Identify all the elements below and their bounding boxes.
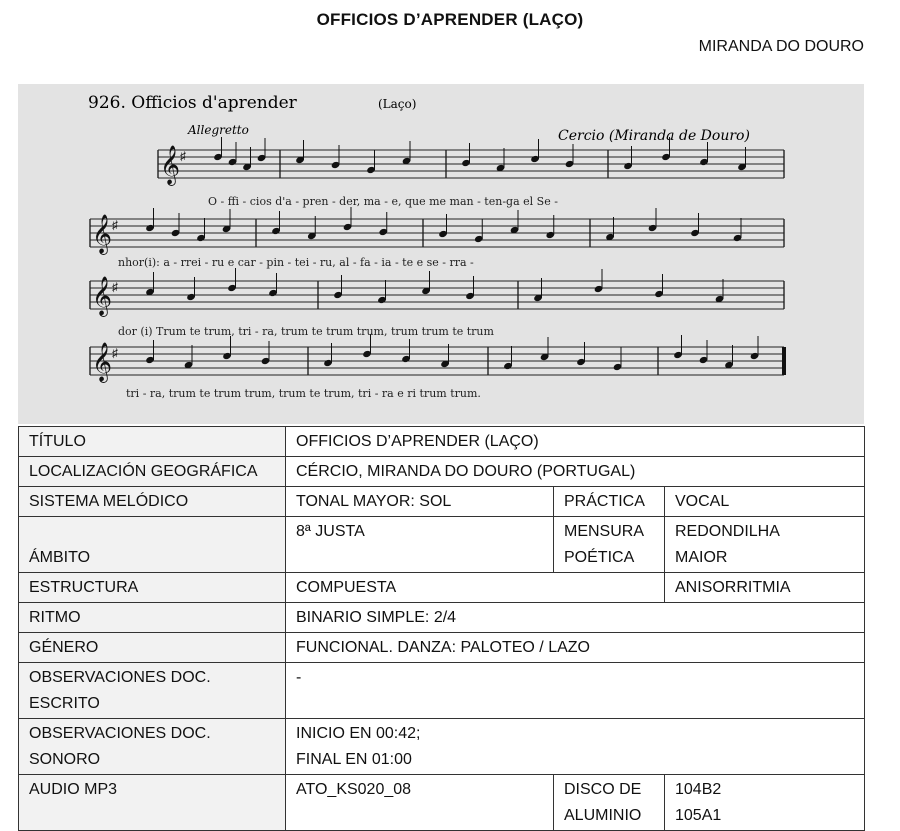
lyrics-line-1: O - ffi - cios d'a - pren - der, ma - e, que me man - ten-ga el Se - [208,195,558,208]
practica-label: PRÁCTICA [554,487,665,517]
row-titulo [19,427,865,457]
mensura-label-line-2: POÉTICA [564,549,635,566]
estructura-extra: ANISORRITMIA [665,573,865,603]
localizacion-value: CÉRCIO, MIRANDA DO DOURO (PORTUGAL) [286,457,865,487]
mensura-value-line-1: REDONDILHA [675,523,780,540]
ritmo-value: BINARIO SIMPLE: 2/4 [286,603,865,633]
ambito-label: ÁMBITO [19,517,286,573]
lyrics-line-2: nhor(i): a - rrei - ru e car - pin - tei - ru, al - fa - ia - te e se - rra - [118,256,474,269]
score-heading: 926. Officios d'aprender [88,93,297,113]
sistema-value: TONAL MAYOR: SOL [286,487,554,517]
obs-sonoro-value-line-1: INICIO EN 00:42; [296,725,421,742]
titulo-value: OFFICIOS D’APRENDER (LAÇO) [286,427,865,457]
estructura-label: ESTRUCTURA [19,573,286,603]
row-obs-escrito [19,663,865,719]
document-title: OFFICIOS D’APRENDER (LAÇO) [316,10,584,29]
row-audio [19,775,865,831]
row-ritmo [19,603,865,633]
mensura-value [665,517,865,573]
obs-sonoro-value-line-2: FINAL EN 01:00 [296,751,412,768]
audio-label: AUDIO MP3 [19,775,286,831]
obs-escrito-label [19,663,286,719]
titulo-label: TÍTULO [19,427,286,457]
key-signature: ♯ [112,218,118,232]
mensura-value-line-2: MAIOR [675,549,728,566]
document-place: MIRANDA DO DOURO [698,38,864,55]
ritmo-label: RITMO [19,603,286,633]
obs-escrito-label-line-2: ESCRITO [29,695,100,712]
key-signature: ♯ [112,346,118,360]
estructura-value: COMPUESTA [286,573,665,603]
row-ambito [19,517,865,573]
genero-label: GÉNERO [19,633,286,663]
obs-escrito-label-line-1: OBSERVACIONES DOC. [29,669,211,686]
treble-clef: 𝄞 [92,214,113,254]
treble-clef: 𝄞 [160,145,181,185]
treble-clef: 𝄞 [92,276,113,316]
row-localizacion [19,457,865,487]
disco-label [554,775,665,831]
ambito-value: 8ª JUSTA [286,517,554,573]
obs-sonoro-label [19,719,286,775]
obs-escrito-value: - [286,663,865,719]
obs-sonoro-label-line-2: SONORO [29,751,101,768]
practica-value: VOCAL [665,487,865,517]
metadata-table [18,426,865,831]
treble-clef: 𝄞 [92,342,113,382]
obs-sonoro-label-line-1: OBSERVACIONES DOC. [29,725,211,742]
row-genero [19,633,865,663]
final-barline [782,347,786,375]
disco-label-line-1: DISCO DE [564,781,642,798]
lyrics-line-3: dor (i) Trum te trum, tri - ra, trum te trum trum, trum trum te trum [118,325,494,338]
score-image [18,84,864,424]
music-score [18,84,864,424]
score-tempo: Allegretto [188,123,249,137]
disco-value-line-1: 104B2 [675,781,722,798]
audio-value: ATO_KS020_08 [286,775,554,831]
score-source: Cercio (Miranda de Douro) [558,128,750,144]
score-heading-paren: (Laço) [378,97,417,111]
mensura-label [554,517,665,573]
disco-label-line-2: ALUMINIO [564,807,642,824]
disco-value [665,775,865,831]
row-estructura [19,573,865,603]
key-signature: ♯ [180,149,186,163]
obs-sonoro-value [286,719,865,775]
disco-value-line-2: 105A1 [675,807,722,824]
mensura-label-line-1: MENSURA [564,523,645,540]
localizacion-label: LOCALIZACIÓN GEOGRÁFICA [19,457,286,487]
row-obs-sonoro [19,719,865,775]
genero-value: FUNCIONAL. DANZA: PALOTEO / LAZO [286,633,865,663]
lyrics-line-4: tri - ra, trum te trum trum, trum te trum, tri - ra e ri trum trum. [126,387,481,400]
row-sistema [19,487,865,517]
sistema-label: SISTEMA MELÓDICO [19,487,286,517]
key-signature: ♯ [112,280,118,294]
